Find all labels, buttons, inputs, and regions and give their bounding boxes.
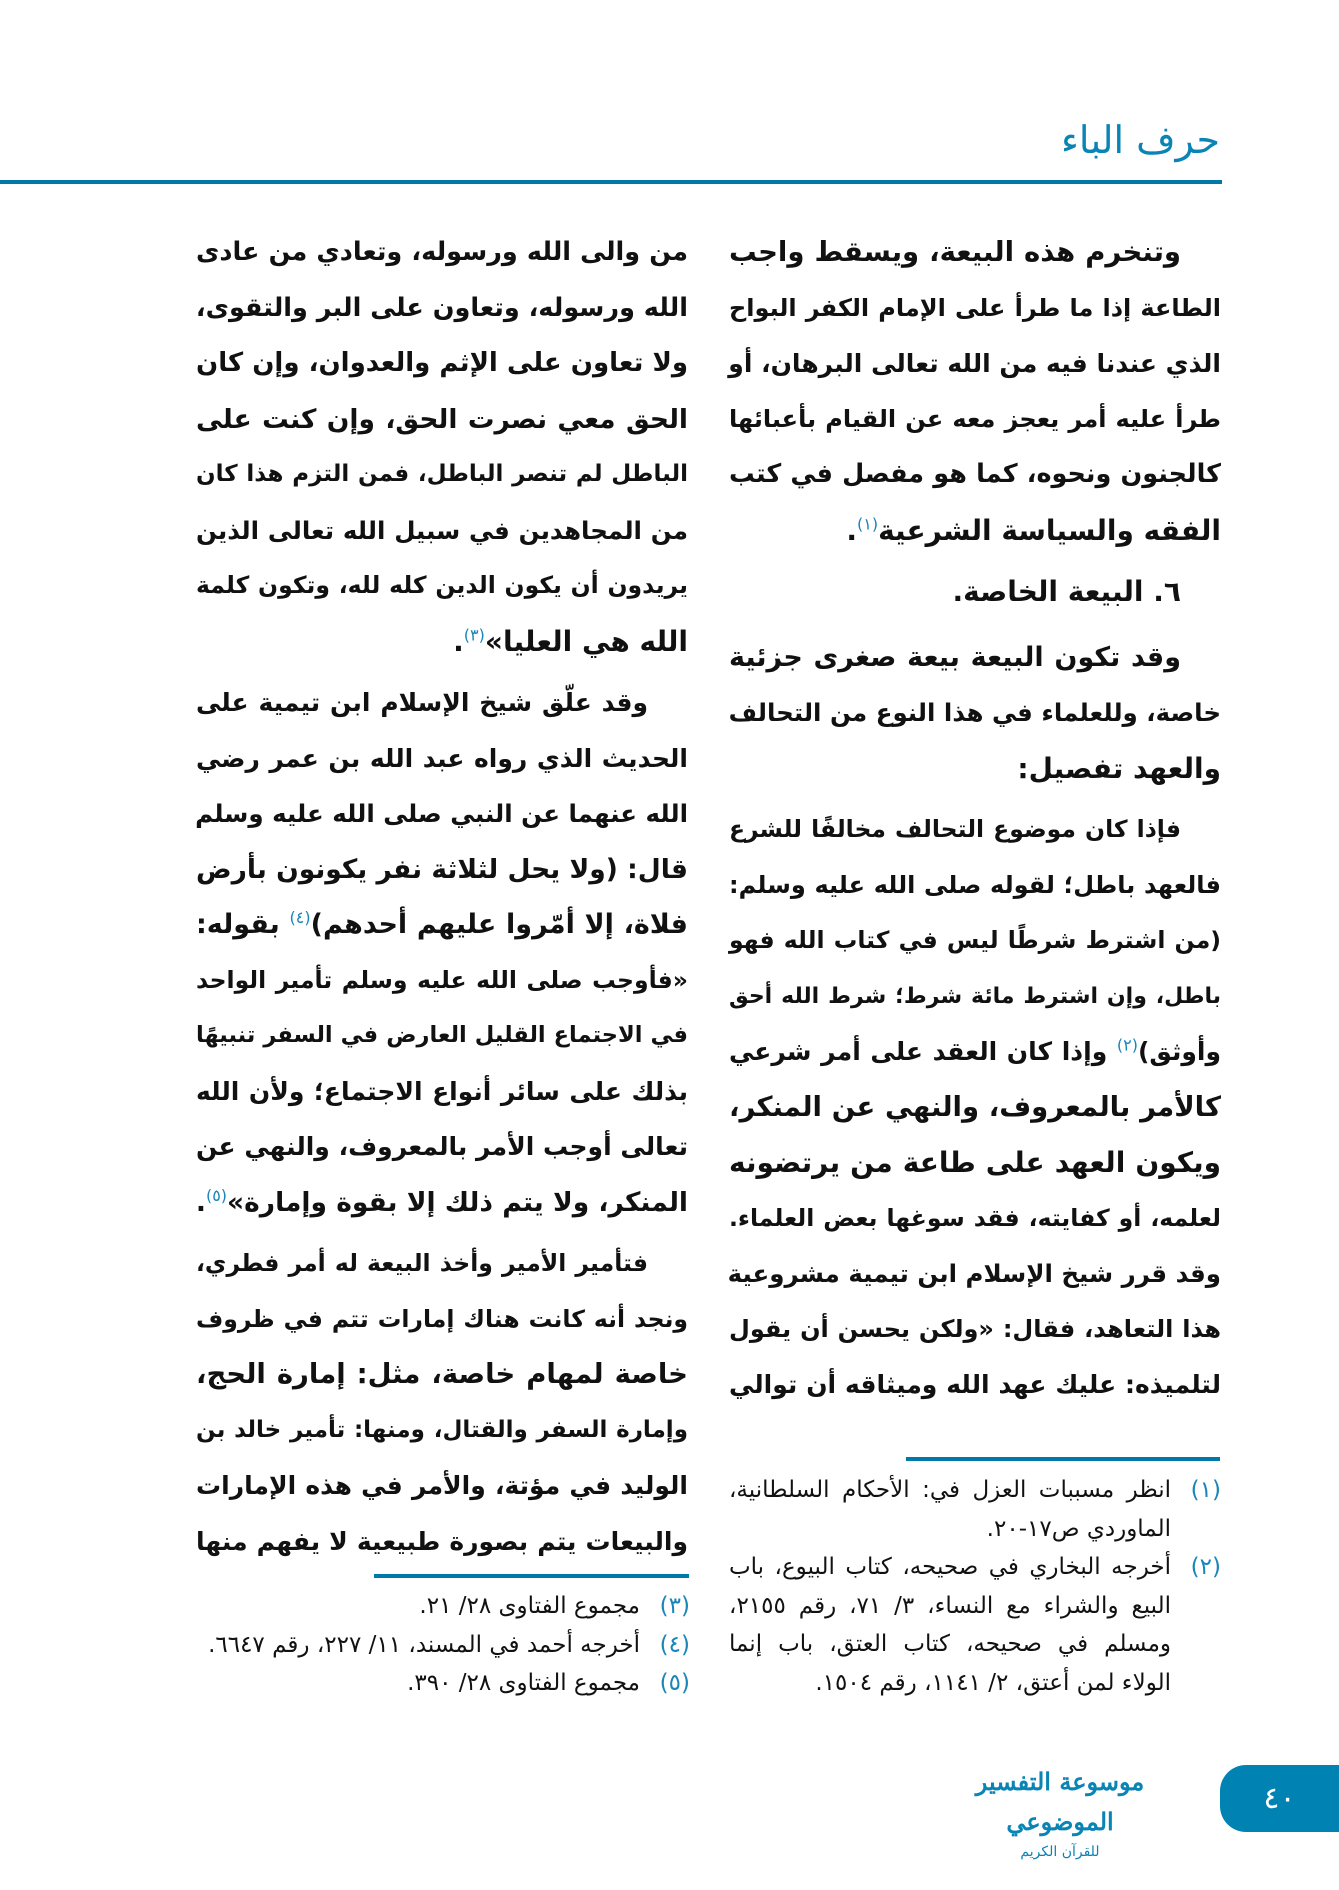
footnote-divider-right xyxy=(906,1457,1220,1461)
page-number: ٤٠ xyxy=(1220,1765,1339,1832)
text-line xyxy=(196,675,688,731)
text-segment: ونجد أنه كانت هناك إمارات تتم في ظروف xyxy=(196,1304,688,1333)
text-segment: قال: (ولا يحل لثلاثة نفر يكونون بأرض xyxy=(196,853,688,885)
text-line xyxy=(196,614,688,670)
text-segment: بقوله: xyxy=(196,909,290,940)
footnote-text: أخرجه البخاري في صحيحه، كتاب البيوع، باب البيع والشراء مع النساء، ٣/ ٧١، رقم ٢١٥٥، ومسلم في صحيحه، كتاب العتق، باب إنما الولاء لمن أعتق، ٢/ ١١٤١، رقم ١٥٠٤. xyxy=(729,1554,1171,1696)
text-segment: الحديث الذي رواه عبد الله بن عمر رضي xyxy=(196,743,688,773)
text-line xyxy=(196,897,688,953)
text-segment: باطل، وإن اشترط مائة شرط؛ شرط الله أحق xyxy=(729,983,1221,1009)
text-segment: الله ورسوله، وتعاون على البر والتقوى، xyxy=(195,292,688,323)
footnote-ref[interactable]: (١) xyxy=(856,514,879,534)
text-segment: طرأ عليه أمر يعجز معه عن القيام بأعبائها xyxy=(729,404,1221,433)
text-segment: لعلمه، أو كفايته، فقد سوغها بعض العلماء. xyxy=(729,1203,1221,1232)
text-line xyxy=(196,1119,688,1175)
footnote-number: (٣) xyxy=(659,1593,690,1619)
footnote-ref[interactable]: (٤) xyxy=(289,908,311,927)
footnote-number: (٥) xyxy=(659,1670,690,1696)
footnote-ref[interactable]: (٣) xyxy=(463,625,485,645)
text-segment: كالجنون ونحوه، كما هو مفصل في كتب xyxy=(729,459,1221,489)
footnote-number: (١) xyxy=(1190,1477,1221,1503)
chapter-title: حرف الباء xyxy=(1061,118,1220,162)
text-line xyxy=(196,503,688,559)
text-line xyxy=(729,858,1221,914)
text-segment: الذي عندنا فيه من الله تعالى البرهان، أو xyxy=(728,349,1221,378)
text-segment: . xyxy=(453,624,464,658)
text-line xyxy=(729,392,1221,448)
text-line xyxy=(196,1064,688,1120)
text-column-left xyxy=(196,225,688,1575)
text-segment: وإمارة السفر والقتال، ومنها: تأمير خالد بن xyxy=(196,1416,688,1443)
text-segment: خاصة، وللعلماء في هذا النوع من التحالف xyxy=(728,698,1221,727)
text-segment: فالعهد باطل؛ لقوله صلى الله عليه وسلم: xyxy=(729,870,1221,899)
section-heading xyxy=(729,564,1221,620)
text-line xyxy=(196,392,688,448)
text-segment: خاصة لمهام خاصة، مثل: إمارة الحج، xyxy=(196,1358,688,1390)
footnote xyxy=(196,1664,690,1703)
footnote-number: (٢) xyxy=(1190,1554,1221,1580)
paragraph xyxy=(729,802,1221,1413)
text-segment: ولا تعاون على الإثم والعدوان، وإن كان xyxy=(196,348,688,378)
text-segment: المنكر، ولا يتم ذلك إلا بقوة وإمارة» xyxy=(227,1186,688,1218)
text-line xyxy=(729,1302,1221,1358)
footnote xyxy=(729,1471,1221,1548)
text-segment: يريدون أن يكون الدين كله لله، وتكون كلمة xyxy=(196,571,688,599)
text-line xyxy=(729,447,1221,503)
footnotes-right xyxy=(729,1471,1221,1702)
text-line xyxy=(729,281,1221,337)
text-segment: وأوثق) xyxy=(1138,1037,1221,1066)
text-segment: لتلميذه: عليك عهد الله وميثاقه أن توالي xyxy=(729,1370,1221,1399)
text-line xyxy=(196,731,688,787)
text-segment: فتأمير الأمير وأخذ البيعة له أمر فطري، xyxy=(196,1249,648,1277)
text-line xyxy=(196,336,688,392)
paragraph xyxy=(196,1236,688,1569)
logo-title: موسوعة التفسير الموضوعي xyxy=(975,1767,1145,1836)
text-line xyxy=(196,1347,688,1403)
text-segment: في الاجتماع القليل العارض في السفر تنبيهًا xyxy=(196,1022,688,1048)
text-line xyxy=(196,786,688,842)
text-line xyxy=(196,1292,688,1348)
text-line xyxy=(196,558,688,614)
footnotes-left xyxy=(196,1587,690,1703)
text-line xyxy=(196,1008,688,1064)
text-line xyxy=(196,1458,688,1514)
footnote xyxy=(196,1587,690,1626)
footnote-ref[interactable]: (٢) xyxy=(1116,1035,1138,1055)
encyclopedia-logo xyxy=(935,1762,1185,1860)
text-segment: ويكون العهد على طاعة من يرتضونه xyxy=(729,1146,1221,1179)
text-line xyxy=(729,1191,1221,1247)
text-line xyxy=(729,685,1221,741)
footnote-text: مجموع الفتاوى ٢٨/ ٢١. xyxy=(419,1593,640,1619)
text-line xyxy=(196,225,688,281)
header-divider xyxy=(0,180,1222,184)
text-segment: الحق معي نصرت الحق، وإن كنت على xyxy=(196,403,688,435)
text-line xyxy=(196,1514,688,1570)
text-segment: ٦. البيعة الخاصة. xyxy=(952,575,1181,608)
text-segment: من والى الله ورسوله، وتعادي من عادى xyxy=(196,237,688,267)
footnote xyxy=(729,1548,1221,1702)
text-line xyxy=(729,1080,1221,1136)
text-line xyxy=(196,1175,688,1231)
text-line xyxy=(729,1135,1221,1191)
text-segment: من المجاهدين في سبيل الله تعالى الذين xyxy=(196,515,688,545)
paragraph xyxy=(729,630,1221,797)
text-line xyxy=(196,842,688,898)
text-segment: . xyxy=(846,513,857,547)
text-segment: كالأمر بالمعروف، والنهي عن المنكر، xyxy=(729,1090,1221,1123)
text-line xyxy=(729,802,1221,858)
text-line xyxy=(729,969,1221,1025)
text-segment: الفقه والسياسة الشرعية xyxy=(878,513,1221,547)
text-segment: (من اشترط شرطًا ليس في كتاب الله فهو xyxy=(729,926,1221,954)
footnote-ref[interactable]: (٥) xyxy=(205,1185,228,1205)
text-line xyxy=(196,953,688,1009)
text-line xyxy=(729,741,1221,797)
text-segment: «فأوجب صلى الله عليه وسلم تأمير الواحد xyxy=(196,965,688,994)
text-line xyxy=(196,1403,688,1459)
text-segment: وقد علّق شيخ الإسلام ابن تيمية على xyxy=(196,688,648,717)
text-line xyxy=(729,913,1221,969)
text-segment: والعهد تفصيل: xyxy=(1017,751,1221,785)
footnote-divider-left xyxy=(374,1574,689,1578)
text-segment: فلاة، إلا أمّروا عليهم أحدهم) xyxy=(310,909,688,940)
text-segment: وقد قرر شيخ الإسلام ابن تيمية مشروعية xyxy=(727,1259,1221,1288)
paragraph xyxy=(729,225,1221,558)
text-segment: وقد تكون البيعة بيعة صغرى جزئية xyxy=(729,641,1181,673)
footnote-text: انظر مسببات العزل في: الأحكام السلطانية، الماوردي ص١٧-٢٠. xyxy=(729,1477,1171,1542)
text-segment: هذا التعاهد، فقال: «ولكن يحسن أن يقول xyxy=(729,1314,1221,1343)
text-segment: الوليد في مؤتة، والأمر في هذه الإمارات xyxy=(196,1471,688,1500)
text-segment: . xyxy=(195,1186,206,1218)
text-segment: الله هي العليا» xyxy=(484,624,688,658)
text-line xyxy=(729,1024,1221,1080)
text-line xyxy=(196,281,688,337)
text-line xyxy=(729,1357,1221,1413)
text-line xyxy=(729,336,1221,392)
text-line xyxy=(729,1246,1221,1302)
text-line xyxy=(729,225,1221,281)
text-line xyxy=(729,503,1221,559)
footnote-text: مجموع الفتاوى ٢٨/ ٣٩٠. xyxy=(407,1670,640,1696)
text-segment: الله عنهما عن النبي صلى الله عليه وسلم xyxy=(195,799,688,828)
paragraph xyxy=(196,225,688,669)
text-segment: الباطل لم تنصر الباطل، فمن التزم هذا كان xyxy=(196,461,688,487)
text-segment: الطاعة إذا ما طرأ على الإمام الكفر البواح xyxy=(729,293,1221,322)
text-line xyxy=(196,1236,688,1292)
text-segment: وتنخرم هذه البيعة، ويسقط واجب xyxy=(729,236,1181,268)
paragraph xyxy=(196,675,688,1230)
text-segment: فإذا كان موضوع التحالف مخالفًا للشرع xyxy=(729,815,1181,843)
text-segment: وإذا كان العقد على أمر شرعي xyxy=(729,1037,1117,1066)
text-segment: بذلك على سائر أنواع الاجتماع؛ ولأن الله xyxy=(196,1076,688,1106)
text-segment: والبيعات يتم بصورة طبيعية لا يفهم منها xyxy=(196,1526,688,1556)
text-segment: تعالى أوجب الأمر بالمعروف، والنهي عن xyxy=(196,1132,688,1161)
text-line xyxy=(729,564,1221,620)
text-line xyxy=(196,447,688,503)
logo-subtitle: للقرآن الكريم xyxy=(1020,1844,1100,1860)
footnote-number: (٤) xyxy=(659,1631,690,1658)
footnote xyxy=(196,1626,690,1665)
text-column-right xyxy=(729,225,1221,1419)
text-line xyxy=(729,630,1221,686)
footnote-text: أخرجه أحمد في المسند، ١١/ ٢٢٧، رقم ٦٦٤٧. xyxy=(208,1631,640,1658)
